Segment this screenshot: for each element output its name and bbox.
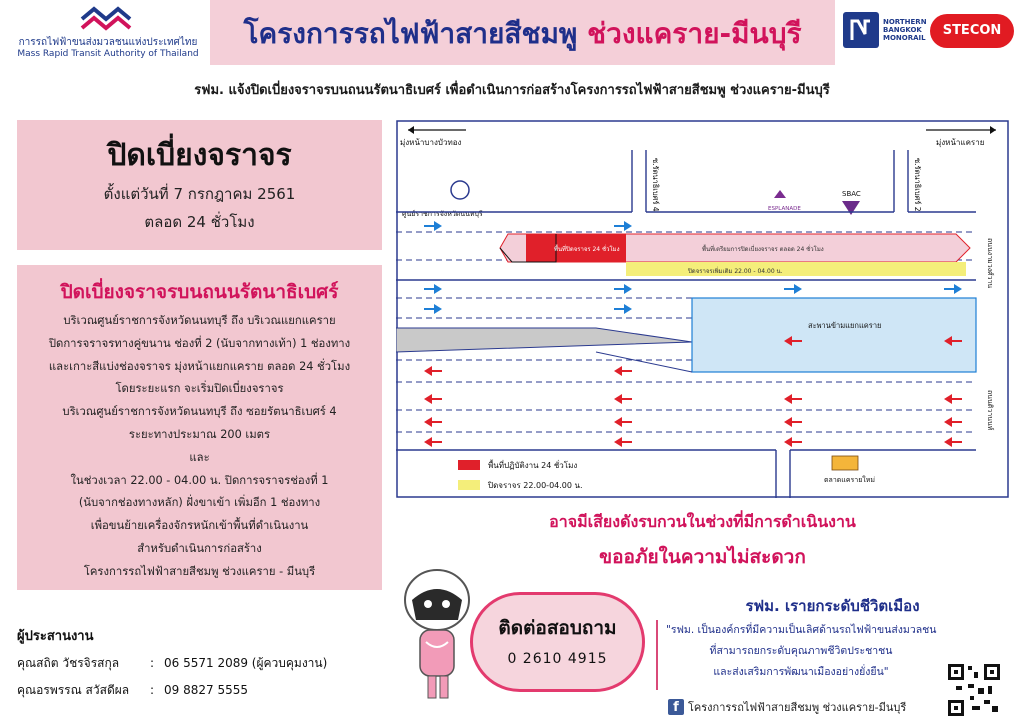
legend-night-label: ปิดจราจร 22.00-04.00 น.: [488, 481, 583, 490]
coordinator-separator: :: [150, 656, 155, 670]
nbm-wordmark: [883, 18, 927, 42]
esplanade-label: ESPLANADE: [768, 206, 801, 212]
details-line: บริเวณศูนย์ราชการจังหวัดนนทบุรี ถึง ซอยรัตนาธิเบศร์ 4: [62, 405, 337, 419]
right-road-top-label: ถนนงามวงศ์วาน: [986, 238, 994, 289]
coordinator-name: คุณสถิต วัชรจิรสกุล: [17, 656, 120, 670]
details-line: และ: [189, 450, 210, 464]
closure-heading: ปิดเบี่ยงจราจร: [107, 138, 292, 173]
details-line: บริเวณศูนย์ราชการจังหวัดนนทบุรี ถึง บริเวณแยกแคราย: [63, 314, 336, 327]
mrta-logo: [8, 4, 208, 62]
coordinator-separator: :: [150, 683, 155, 697]
detour-zone-label: พื้นที่เตรียมการปิดเบี่ยงจราจร ตลอด 24 ชั่วโมง: [702, 246, 824, 253]
night-close-zone: [626, 262, 966, 276]
nbm-line-3: MONORAIL: [883, 34, 926, 42]
details-lines: [17, 310, 382, 584]
closure-summary: [17, 120, 382, 250]
facebook-icon: f: [668, 699, 684, 715]
announcement-subtitle: รฟม. แจ้งปิดเบี่ยงจราจรบนถนนรัตนาธิเบศร์ เพื่อดำเนินการก่อสร้างโครงการรถไฟฟ้าสายสีชมพู ช่วงแคราย-มีนบุรี: [194, 83, 830, 98]
details-line: สำหรับดำเนินการก่อสร้าง: [137, 541, 262, 555]
nbm-line-2: BANGKOK: [883, 26, 922, 34]
gov-center-icon: [451, 181, 469, 199]
mrta-name-en: Mass Rapid Transit Authority of Thailand: [17, 49, 199, 59]
slogan: รฟม. เรายกระดับชีวิตเมือง: [745, 597, 920, 615]
soi-4-label: ซ.รัตนาธิเบศร์ 4: [651, 158, 660, 212]
contact-title: ติดต่อสอบถาม: [498, 617, 617, 639]
coordinator-phone: 06 5571 2089 (ผู้ควบคุมงาน): [164, 656, 328, 670]
details-line: และเกาะสีแบ่งช่องจราจร มุ่งหน้าแยกแคราย ตลอด 24 ชั่วโมง: [48, 359, 351, 373]
details-line: โดยระยะแรก จะเริ่มปิดเบี่ยงจราจร: [115, 382, 284, 396]
details-line: โครงการรถไฟฟ้าสายสีชมพู ช่วงแคราย - มีนบุรี: [83, 564, 316, 578]
mission-line: "รฟม. เป็นองค์กรที่มีความเป็นเลิศด้านรถไฟฟ้าขนส่งมวลชน: [666, 624, 937, 636]
work-zone-label: พื้นที่ปิดจราจร 24 ชั่วโมง: [554, 246, 620, 253]
stecon-badge: STECON: [930, 14, 1014, 48]
coordinators-heading: ผู้ประสานงาน: [17, 629, 94, 644]
closure-details: [17, 265, 382, 590]
legend-work-swatch: [458, 460, 480, 470]
right-road-bottom-label: ถนนติวานนท์: [986, 390, 994, 431]
stecon-logo: [930, 8, 1016, 56]
contact-phone[interactable]: 0 2610 4915: [507, 651, 608, 667]
details-line: ปิดการจราจรทางคู่ขนาน ช่องที่ 2 (นับจากทางเท้า) 1 ช่องทาง: [48, 336, 351, 350]
traffic-map: [396, 120, 1009, 498]
coordinator-row: [17, 650, 387, 677]
gov-center-label: ศูนย์ราชการจังหวัดนนทบุรี: [402, 210, 483, 218]
sbac-label: SBAC: [842, 190, 861, 198]
mrta-name-th: การรถไฟฟ้าขนส่งมวลชนแห่งประเทศไทย: [18, 37, 198, 48]
dir-left-label: มุ่งหน้าบางบัวทอง: [400, 138, 462, 147]
details-line: ระยะทางประมาณ 200 เมตร: [128, 427, 271, 441]
night-close-label: ปิดจราจรเพิ่มเติม 22.00 - 04.00 น.: [688, 268, 783, 275]
coordinator-name: คุณอรพรรณ สวัสดีผล: [17, 683, 130, 697]
facebook-link[interactable]: [668, 696, 948, 718]
title-project: โครงการรถไฟฟ้าสายสีชมพู: [243, 17, 578, 50]
details-line: เพื่อขนย้ายเครื่องจักรหนักเข้าพื้นที่ดำเนินงาน: [90, 519, 309, 533]
closure-date: ตั้งแต่วันที่ 7 กรกฎาคม 2561: [103, 185, 296, 203]
market-label: ตลาดแครายใหม่: [824, 476, 875, 484]
page-title: [210, 12, 835, 56]
closure-hours: ตลอด 24 ชั่วโมง: [144, 213, 255, 231]
contact-bubble: [470, 592, 645, 692]
nbm-line-1: NORTHERN: [883, 18, 927, 26]
nbm-mark-icon: [843, 12, 879, 48]
noise-warning: อาจมีเสียงดังรบกวนในช่วงที่มีการดำเนินงาน: [549, 512, 856, 531]
legend-night-swatch: [458, 480, 480, 490]
coordinator-row: [17, 677, 387, 704]
title-section: ช่วงแคราย-มีนบุรี: [587, 17, 802, 50]
mission-line: และส่งเสริมการพัฒนาเมืองอย่างยั่งยืน": [713, 666, 889, 678]
legend-work-label: พื้นที่ปฏิบัติงาน 24 ชั่วโมง: [488, 461, 578, 470]
coordinator-phone: 09 8827 5555: [164, 683, 248, 697]
mission-line: ที่สามารถยกระดับคุณภาพชีวิตประชาชน: [709, 645, 893, 657]
nbm-logo: [843, 8, 925, 56]
soi-2-label: ซ.รัตนาธิเบศร์ 2: [913, 158, 922, 212]
mrta-emblem-icon: [78, 6, 134, 32]
coordinators: [17, 624, 387, 704]
bridge-label: สะพานข้ามแยกแคราย: [808, 321, 882, 330]
details-line: (นับจากช่องทางหลัก) ฝั่งขาเข้า เพิ่มอีก 1 ช่องทาง: [78, 496, 321, 510]
header: [0, 0, 1024, 65]
details-title: ปิดเบี่ยงจราจรบนถนนรัตนาธิเบศร์: [60, 281, 339, 303]
facebook-page-name: โครงการรถไฟฟ้าสายสีชมพู ช่วงแคราย-มีนบุรี: [688, 701, 907, 714]
qr-code-icon[interactable]: [946, 662, 1002, 718]
dir-right-label: มุ่งหน้าแคราย: [936, 138, 985, 147]
details-line: ในช่วงเวลา 22.00 - 04.00 น. ปิดการจราจรช่องที่ 1: [70, 473, 329, 487]
bridge-deck: [692, 298, 976, 372]
market-icon: [832, 456, 858, 470]
apology: ขออภัยในความไม่สะดวก: [599, 546, 806, 568]
mission-statement: [656, 620, 936, 690]
